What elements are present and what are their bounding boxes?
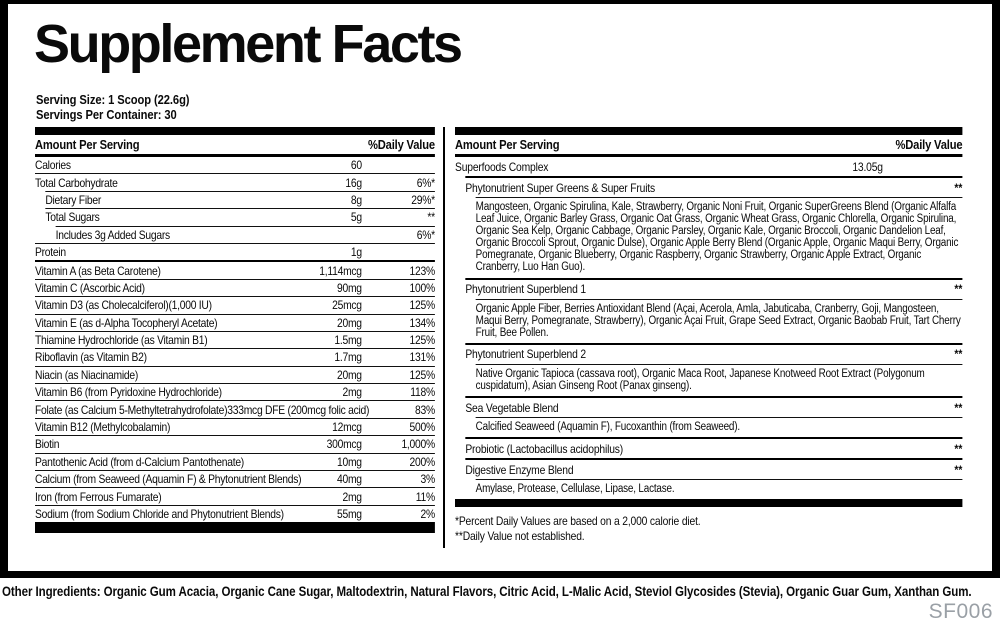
blend-name: Phytonutrient Superblend 2 [465, 347, 586, 362]
nutrient-name: Protein [35, 245, 66, 260]
nutrient-daily-value: 134% [409, 315, 435, 330]
nutrient-name: Includes 3g Added Sugars [55, 227, 170, 242]
blend-name: Sea Vegetable Blend [465, 400, 559, 415]
blend-daily-value: ** [954, 180, 963, 195]
nutrient-amount: 1,114mcg [319, 263, 362, 278]
section-bar [35, 127, 435, 135]
nutrient-name: Vitamin A (as Beta Carotene) [35, 263, 161, 278]
nutrient-row [35, 453, 435, 470]
page-title: Supplement Facts [34, 14, 461, 74]
section-bar [35, 522, 435, 533]
nutrient-daily-value: 6%* [416, 227, 435, 242]
footnotes [455, 514, 962, 543]
nutrient-amount: 16g [345, 175, 362, 190]
nutrient-row [35, 348, 435, 365]
nutrient-row [35, 418, 435, 435]
blend-rows [455, 157, 962, 499]
nutrient-name: Sodium (from Sodium Chloride and Phytonutrient Blends) [35, 507, 284, 521]
nutrient-row [35, 260, 435, 278]
blend-daily-value: ** [954, 462, 963, 477]
nutrient-name: Vitamin B6 (from Pyridoxine Hydrochloride) [35, 385, 222, 400]
nutrient-name: Vitamin E (as d-Alpha Tocopheryl Acetate) [35, 315, 218, 330]
nutrient-row [45, 208, 435, 225]
nutrient-row [35, 366, 435, 383]
footnote-percent-dv: *Percent Daily Values are based on a 2,000 calorie diet. [455, 514, 701, 529]
nutrient-daily-value: 200% [409, 454, 435, 469]
nutrient-row [35, 296, 435, 313]
blend-name: Digestive Enzyme Blend [465, 462, 574, 477]
blend-row [465, 458, 962, 479]
nutrient-daily-value: 125% [409, 333, 435, 348]
blend-ingredients: Native Organic Tapioca (cassava root), Organic Maca Root, Japanese Knotweed Root Extract (Polygonum cuspidatum), Asian Ginseng Root (Panax ginseng). [476, 364, 963, 396]
nutrient-name: Total Carbohydrate [35, 175, 118, 190]
section-bar [455, 127, 962, 135]
nutrient-daily-value: 1,000% [401, 437, 435, 452]
blend-row [465, 343, 962, 364]
nutrient-row [35, 331, 435, 348]
nutrient-row [35, 505, 435, 522]
blend-name: Superfoods Complex [455, 159, 549, 174]
nutrient-amount: 1.5mg [334, 333, 362, 348]
nutrient-row [35, 435, 435, 452]
blend-row [465, 176, 962, 197]
blend-row [465, 437, 962, 458]
nutrient-daily-value: 3% [420, 472, 435, 487]
nutrient-daily-value: 83% [415, 402, 435, 417]
column-divider [443, 127, 445, 548]
nutrient-daily-value: 125% [409, 298, 435, 313]
serving-info [36, 92, 397, 122]
nutrient-daily-value: 125% [409, 367, 435, 382]
nutrient-name: Vitamin C (Ascorbic Acid) [35, 280, 145, 295]
nutrient-amount: 90mg [337, 280, 362, 295]
nutrient-amount: 20mg [337, 367, 362, 382]
blend-amount: 13.05g [852, 159, 883, 174]
nutrient-row [35, 314, 435, 331]
servings-per-container-text: Servings Per Container: 30 [36, 107, 177, 122]
nutrient-amount: 12mcg [332, 420, 362, 435]
nutrient-row [35, 279, 435, 296]
blends-column [455, 127, 963, 543]
amount-per-serving-label: Amount Per Serving [35, 137, 140, 152]
serving-size-text: Serving Size: 1 Scoop (22.6g) [36, 92, 190, 107]
nutrient-row [35, 173, 435, 190]
nutrient-row [35, 383, 435, 400]
nutrient-amount: 8g [350, 192, 362, 207]
nutrient-name: Folate (as Calcium 5-Methyltetrahydrofolate) [35, 402, 228, 417]
nutrient-amount: 2mg [342, 489, 362, 504]
nutrient-daily-value: 11% [415, 489, 435, 504]
blend-name: Phytonutrient Superblend 1 [465, 282, 586, 297]
blends-column-header [455, 135, 962, 157]
blend-row [465, 278, 962, 299]
nutrient-name: Calories [35, 158, 71, 173]
nutrient-amount: 40mg [337, 472, 362, 487]
nutrient-daily-value: 29%* [411, 192, 435, 207]
nutrient-row [35, 157, 435, 173]
nutrient-row [35, 243, 435, 260]
blend-daily-value: ** [954, 400, 963, 415]
blend-name: Phytonutrient Super Greens & Super Fruits [465, 180, 656, 195]
nutrient-amount: 1g [350, 245, 362, 260]
blend-ingredients: Mangosteen, Organic Spirulina, Kale, Strawberry, Organic Noni Fruit, Organic SuperGreens Blend (Organic Alfalfa Leaf Juice, Organic Barley Grass, Organic Oat Grass, Organic Wheat Grass, Organic Chlorella, Organic Spirulina, Organic Sea Kelp, Organic Cabbage, Organic Parsley, Organic Kale, Organic Broccoli, Organic Dandelion Leaf, Organic Broccoli Sprout, Organic Dulse), Organic Apple Berry Blend (Organic Apple, Organic Maqui Berry, Organic Pomegranate, Organic Blueberry, Organic Raspberry, Organic Strawberry, Organic Apple Extract, Organic Cranberry, Luo Han Guo). [476, 197, 963, 278]
section-bar [455, 499, 962, 507]
nutrient-name: Calcium (from Seaweed (Aquamin F) & Phytonutrient Blends) [35, 472, 302, 487]
blend-daily-value: ** [954, 282, 963, 297]
nutrient-name: Iron (from Ferrous Fumarate) [35, 489, 162, 504]
nutrient-name: Riboflavin (as Vitamin B2) [35, 350, 147, 365]
nutrient-daily-value: 100% [409, 280, 435, 295]
blend-ingredients: Calcified Seaweed (Aquamin F), Fucoxanthin (from Seaweed). [476, 417, 963, 437]
nutrients-column [35, 127, 435, 533]
nutrient-row [56, 226, 435, 243]
nutrient-name: Vitamin B12 (Methylcobalamin) [35, 420, 171, 435]
nutrient-amount: 20mg [337, 315, 362, 330]
nutrient-amount: 25mcg [332, 298, 362, 313]
nutrient-name: Biotin [35, 437, 60, 452]
nutrient-amount: 60 [350, 158, 362, 173]
amount-per-serving-label: Amount Per Serving [455, 137, 560, 152]
blend-ingredients: Amylase, Protease, Cellulase, Lipase, Lactase. [476, 479, 963, 499]
blend-row [465, 396, 962, 417]
footnote-dv-not-established: **Daily Value not established. [455, 528, 585, 543]
blend-ingredients: Organic Apple Fiber, Berries Antioxidant Blend (Açai, Acerola, Amla, Jabuticaba, Cranberry, Goji, Mangosteen, Maqui Berry, Pomegranate, Strawberry), Organic Açai Fruit, Grape Seed Extract, Organic Baobab Fruit, Tart Cherry Fruit, Bee Pollen. [476, 299, 963, 343]
nutrient-rows [35, 157, 435, 522]
nutrient-daily-value: ** [427, 210, 435, 225]
nutrient-name: Niacin (as Niacinamide) [35, 367, 139, 382]
nutrient-daily-value: 123% [409, 263, 435, 278]
nutrient-name: Total Sugars [45, 210, 100, 225]
blend-row [455, 157, 962, 176]
daily-value-label: %Daily Value [367, 137, 435, 152]
nutrient-amount: 10mg [337, 454, 362, 469]
nutrient-amount: 2mg [342, 385, 362, 400]
nutrient-row [35, 470, 435, 487]
nutrient-row [45, 191, 435, 208]
nutrient-name: Thiamine Hydrochloride (as Vitamin B1) [35, 333, 208, 348]
nutrient-name: Pantothenic Acid (from d-Calcium Pantothenate) [35, 454, 244, 469]
nutrient-daily-value: 500% [409, 420, 435, 435]
nutrient-amount: 300mcg [326, 437, 362, 452]
nutrient-daily-value: 6%* [416, 175, 435, 190]
nutrient-daily-value: 118% [410, 385, 435, 400]
nutrient-amount: 1.7mg [334, 350, 362, 365]
nutrient-name: Dietary Fiber [45, 192, 102, 207]
nutrient-row [35, 487, 435, 504]
other-ingredients: Other Ingredients: Organic Gum Acacia, Organic Cane Sugar, Maltodextrin, Natural Flavors, Citric Acid, L-Malic Acid, Steviol Glycosides (Stevia), Organic Guar Gum, Xanthan Gum. [2, 584, 972, 599]
nutrient-amount: 333mcg DFE (200mcg folic acid) [227, 402, 370, 417]
nutrient-daily-value: 131% [409, 350, 435, 365]
nutrient-amount: 55mg [337, 507, 362, 521]
nutrient-amount: 5g [350, 210, 362, 225]
nutrients-column-header [35, 135, 435, 157]
nutrient-daily-value: 2% [420, 507, 435, 521]
product-code: SF006 [928, 600, 993, 623]
nutrient-name: Vitamin D3 (as Cholecalciferol)(1,000 IU) [35, 298, 212, 313]
nutrient-row [35, 400, 435, 417]
blend-name: Probiotic (Lactobacillus acidophilus) [465, 441, 624, 456]
daily-value-label: %Daily Value [895, 137, 963, 152]
blend-daily-value: ** [954, 347, 963, 362]
blend-daily-value: ** [954, 441, 963, 456]
